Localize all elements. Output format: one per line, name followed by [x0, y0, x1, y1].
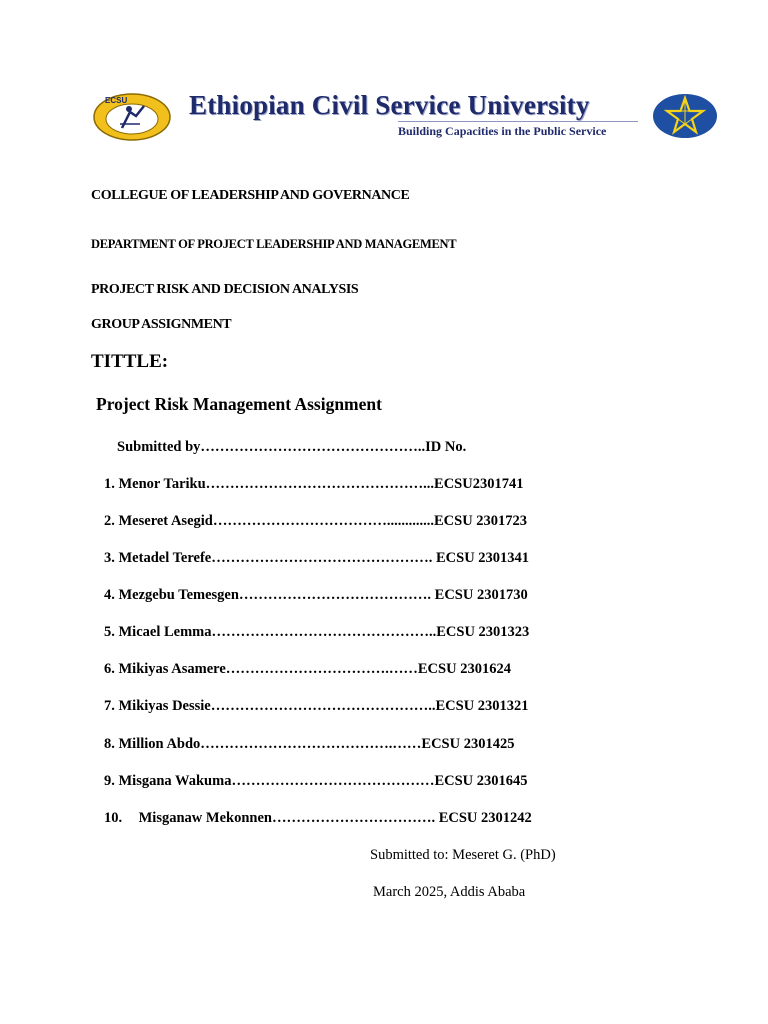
member-item	[104, 810, 532, 827]
member-number: 9.	[104, 773, 115, 789]
member-item	[104, 513, 527, 530]
member-item	[104, 698, 529, 715]
submitted-to: Submitted to: Meseret G. (PhD)	[370, 847, 556, 863]
university-motto: Building Capacities in the Public Service	[398, 124, 607, 138]
member-entry: Mikiyas Dessie………………………………………..ECSU 2301321	[118, 698, 529, 714]
course-heading: PROJECT RISK AND DECISION ANALYSIS	[91, 282, 359, 297]
member-item	[104, 550, 529, 567]
member-entry: Menor Tariku………………………………………...ECSU2301741	[118, 476, 524, 492]
member-entry: Metadel Terefe………………………………………. ECSU 2301341	[118, 550, 530, 566]
member-number: 5.	[104, 624, 115, 640]
university-banner	[92, 88, 718, 146]
member-item	[104, 736, 514, 753]
title-label: TITTLE:	[91, 351, 169, 372]
member-item	[104, 661, 511, 678]
document-title: Project Risk Management Assignment	[96, 394, 382, 414]
member-entry: Million Abdo………………………………….……ECSU 2301425	[118, 736, 515, 752]
member-number: 8.	[104, 736, 115, 752]
member-entry: Micael Lemma………………………………………..ECSU 2301323	[118, 624, 530, 640]
date-place: March 2025, Addis Ababa	[373, 884, 526, 900]
member-number: 7.	[104, 698, 115, 714]
member-number: 2.	[104, 513, 115, 529]
motto-divider	[398, 121, 638, 122]
member-item	[104, 773, 528, 790]
member-number: 3.	[104, 550, 115, 566]
member-item	[104, 624, 529, 641]
university-name: Ethiopian Civil Service University	[189, 90, 590, 120]
member-entry: Misgana Wakuma……………………………………ECSU 2301645	[118, 773, 528, 789]
member-number: 1.	[104, 476, 115, 492]
member-item	[104, 587, 528, 604]
member-item	[104, 476, 523, 493]
ethiopian-emblem-star-icon	[652, 93, 718, 139]
member-entry: Meseret Asegid……………………………….............ECSU 2301723	[118, 513, 528, 529]
college-heading: COLLEGUE OF LEADERSHIP AND GOVERNANCE	[91, 188, 410, 203]
member-entry: Mikiyas Asamere…………………………….……ECSU 2301624	[118, 661, 511, 677]
member-entry: Mezgebu Temesgen…………………………………. ECSU 2301730	[118, 587, 528, 603]
member-number: 4.	[104, 587, 115, 603]
member-entry: Misganaw Mekonnen……………………………. ECSU 2301242	[138, 810, 532, 826]
department-heading: DEPARTMENT OF PROJECT LEADERSHIP AND MANAGEMENT	[91, 237, 457, 251]
ecsu-logo-text: ECSU	[105, 96, 128, 105]
member-number: 6.	[104, 661, 115, 677]
ecsu-seal-icon	[92, 92, 172, 142]
submitted-by-header: Submitted by………………………………………..ID No.	[117, 439, 467, 455]
member-number: 10.	[104, 810, 123, 826]
assignment-type: GROUP ASSIGNMENT	[91, 317, 232, 332]
